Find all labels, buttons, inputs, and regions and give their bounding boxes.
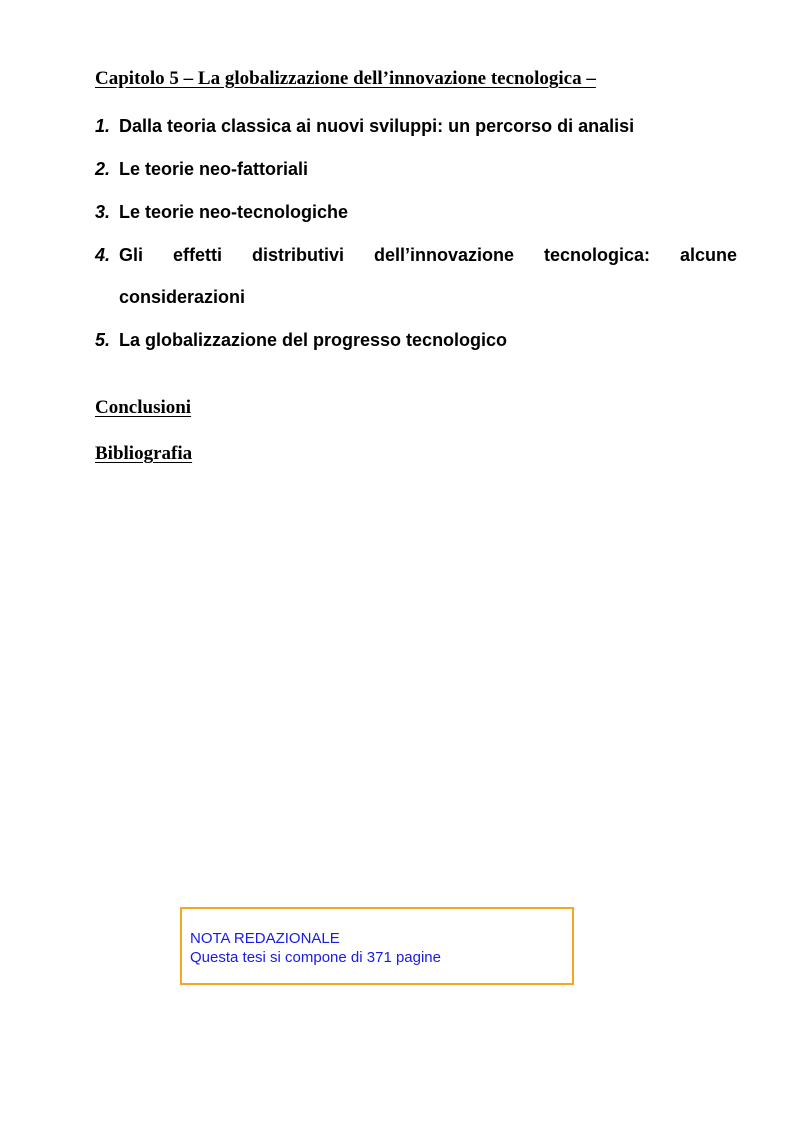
toc-item-number: 2. (95, 159, 111, 179)
toc-item-number: 1. (95, 116, 111, 136)
toc-item-label: Dalla teoria classica ai nuovi sviluppi: un percorso di analisi (119, 116, 635, 136)
toc-item[interactable] (95, 202, 737, 223)
toc-list (95, 116, 737, 373)
toc-item-label: La globalizzazione del progresso tecnologico (119, 330, 508, 350)
toc-item-number: 4. (95, 245, 111, 265)
toc-item[interactable] (95, 116, 737, 137)
conclusions-link[interactable]: Conclusioni (95, 397, 192, 418)
chapter-title: Capitolo 5 – La globalizzazione dell’innovazione tecnologica – (95, 68, 596, 89)
note-text: Questa tesi si compone di 371 pagine (190, 949, 441, 966)
toc-item-number: 3. (95, 202, 111, 222)
toc-item-label: Le teorie neo-tecnologiche (119, 202, 349, 222)
toc-item[interactable] (95, 159, 737, 180)
toc-item-label: Gli effetti distributivi dell’innovazione tecnologica: alcune (119, 245, 737, 265)
bibliography-link[interactable]: Bibliografia (95, 443, 193, 464)
toc-item-label: Le teorie neo-fattoriali (119, 159, 309, 179)
toc-item[interactable] (95, 245, 737, 308)
editorial-note-box (180, 907, 574, 985)
toc-item-number: 5. (95, 330, 111, 350)
toc-item[interactable] (95, 330, 737, 351)
toc-item-label-continuation: considerazioni (119, 287, 246, 307)
note-heading: NOTA REDAZIONALE (190, 930, 340, 947)
